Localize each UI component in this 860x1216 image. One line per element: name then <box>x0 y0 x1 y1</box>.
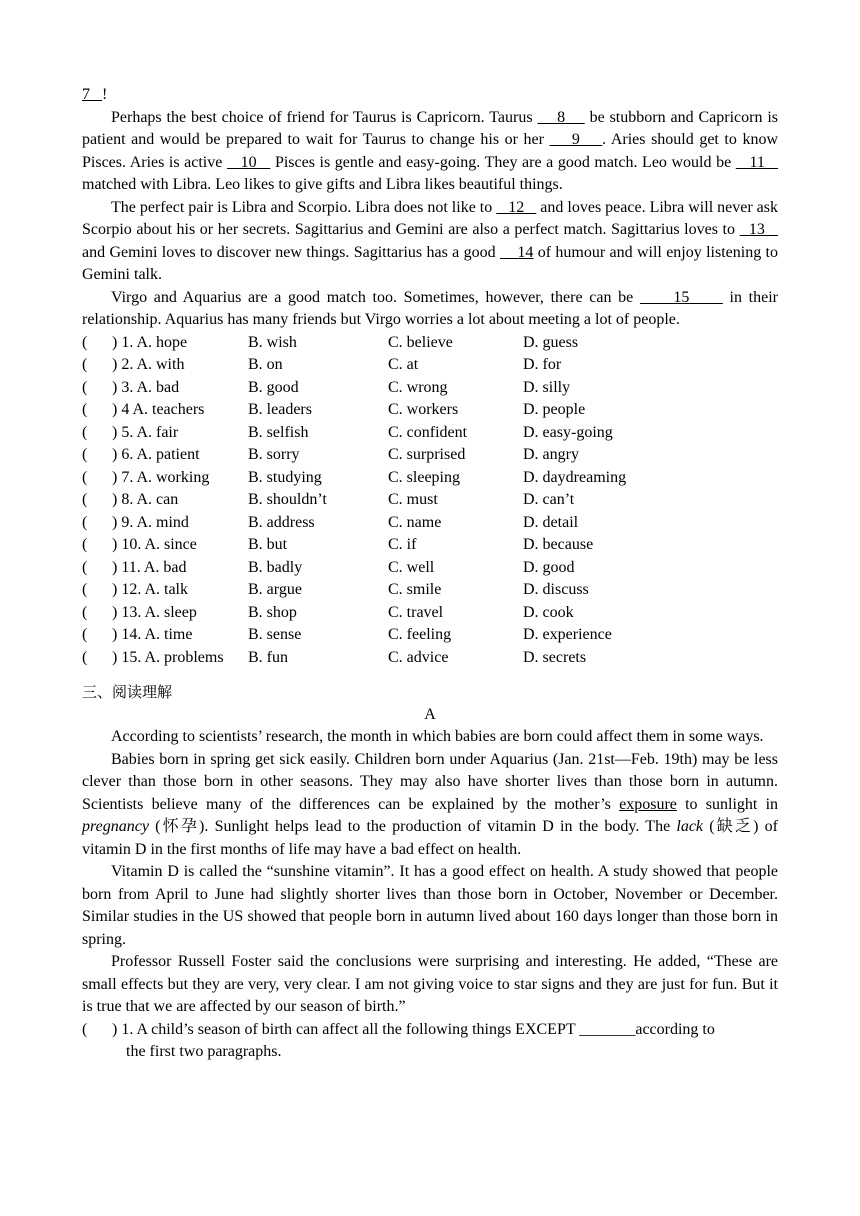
question-1: ( ) 1. A child’s season of birth can affect all the following things EXCEPT _______according to the first two paragraphs. <box>82 1019 778 1064</box>
blank-9: 9 <box>571 131 580 148</box>
blank-7: 7 <box>82 86 90 103</box>
blank-11: 11 <box>749 153 765 171</box>
underlined-word-exposure: exposure <box>619 795 677 813</box>
option-row-13: ( ) 13. A. sleep B. shop C. travel D. cook <box>82 603 574 621</box>
option-row-3: ( ) 3. A. bad B. good C. wrong D. silly <box>82 378 571 396</box>
option-row-11: ( ) 11. A. bad B. badly C. well D. good <box>82 558 575 576</box>
blank-15: 15 <box>673 288 690 306</box>
cloze-paragraph-3: Virgo and Aquarius are a good match too. Sometimes, however, there can be 15 in their relationship. Aquarius has many friends but Virgo worries a lot about meeting a lot of people. <box>82 288 779 328</box>
blank-13: 13 <box>748 221 765 238</box>
option-row-14: ( ) 14. A. time B. sense C. feeling D. experience <box>82 626 612 643</box>
cloze-options <box>82 332 778 670</box>
reading-paragraph-2: Babies born in spring get sick easily. Children born under Aquarius (Jan. 21st—Feb. 19th) may be less clever than those born in other seasons. They may also have shorter lives than those born in autumn. Scientists believe many of the differences can be explained by the mother’s exposure to sunlight in pregnancy (怀孕). Sunlight helps lead to the production of vitamin D in the body. The lack (缺乏) of vitamin D in the first months of life may have a bad effect on health. <box>82 750 779 858</box>
italic-word-pregnancy: pregnancy <box>82 818 149 835</box>
passage-label: A <box>424 705 436 723</box>
blank-12: 12 <box>508 198 525 216</box>
option-row-4: ( ) 4 A. teachers B. leaders C. workers D. people <box>82 401 586 418</box>
option-row-15: ( ) 15. A. problems B. fun C. advice D. secrets <box>82 648 587 666</box>
option-row-1: ( ) 1. A. hope B. wish C. believe D. guess <box>82 333 579 351</box>
option-row-9: ( ) 9. A. mind B. address C. name D. detail <box>82 513 579 531</box>
blank-8: 8 <box>557 108 566 126</box>
option-row-6: ( ) 6. A. patient B. sorry C. surprised D. angry <box>82 446 579 463</box>
option-row-10: ( ) 10. A. since B. but C. if D. because <box>82 536 594 553</box>
cloze-paragraph-1: Perhaps the best choice of friend for Taurus is Capricorn. Taurus 8 be stubborn and Capricorn is patient and would be prepared to wait for Taurus to change his or her 9 . Aries should get to know Pisces. Aries is active 10 Pisces is gentle and easy-going. They are a good match. Leo would be 11 matched with Libra. Leo likes to give gifts and Libra likes beautiful things. <box>82 108 779 193</box>
question-1-line-2: the first two paragraphs. <box>126 1043 282 1060</box>
option-row-2: ( ) 2. A. with B. on C. at D. for <box>82 356 562 373</box>
blank-10: 10 <box>240 153 257 171</box>
cloze-paragraph-2: The perfect pair is Libra and Scorpio. Libra does not like to 12 and loves peace. Libra will never ask Scorpio about his or her secrets. Sagittarius and Gemini are also a perfect match. Sagittarius loves to 13 and Gemini loves to discover new things. Sagittarius has a good 14 of humour and will enjoy listening to Gemini talk. <box>82 198 779 283</box>
reading-paragraph-1: According to scientists’ research, the month in which babies are born could affect them in some ways. <box>111 728 764 745</box>
reading-paragraph-4: Professor Russell Foster said the conclusions were surprising and interesting. He added, “These are small effects but they are very, very clear. I am not giving voice to star signs and they are just for fun. But it is true that we are affected by our season of birth.” <box>82 953 778 1015</box>
option-row-12: ( ) 12. A. talk B. argue C. smile D. discuss <box>82 581 589 598</box>
cloze-first-line: 7 ! <box>82 86 108 103</box>
question-1-line-1: ) 1. A child’s season of birth can affect all the following things EXCEPT _______according to <box>112 1020 715 1038</box>
option-row-8: ( ) 8. A. can B. shouldn’t C. must D. can’t <box>82 491 575 508</box>
blank-14: 14 <box>517 243 534 261</box>
reading-paragraph-3: Vitamin D is called the “sunshine vitamin”. It has a good effect on health. A study showed that people born from April to June had slightly shorter lives than those born in October, November or December. Similar studies in the US showed that people born in autumn lived about 160 days longer than those born in spring. <box>82 863 778 948</box>
option-row-5: ( ) 5. A. fair B. selfish C. confident D. easy-going <box>82 423 613 441</box>
italic-word-lack: lack <box>676 818 704 835</box>
section-title: 三、阅读理解 <box>82 683 173 701</box>
exam-page <box>82 84 778 1064</box>
option-row-7: ( ) 7. A. working B. studying C. sleeping D. daydreaming <box>82 468 627 486</box>
